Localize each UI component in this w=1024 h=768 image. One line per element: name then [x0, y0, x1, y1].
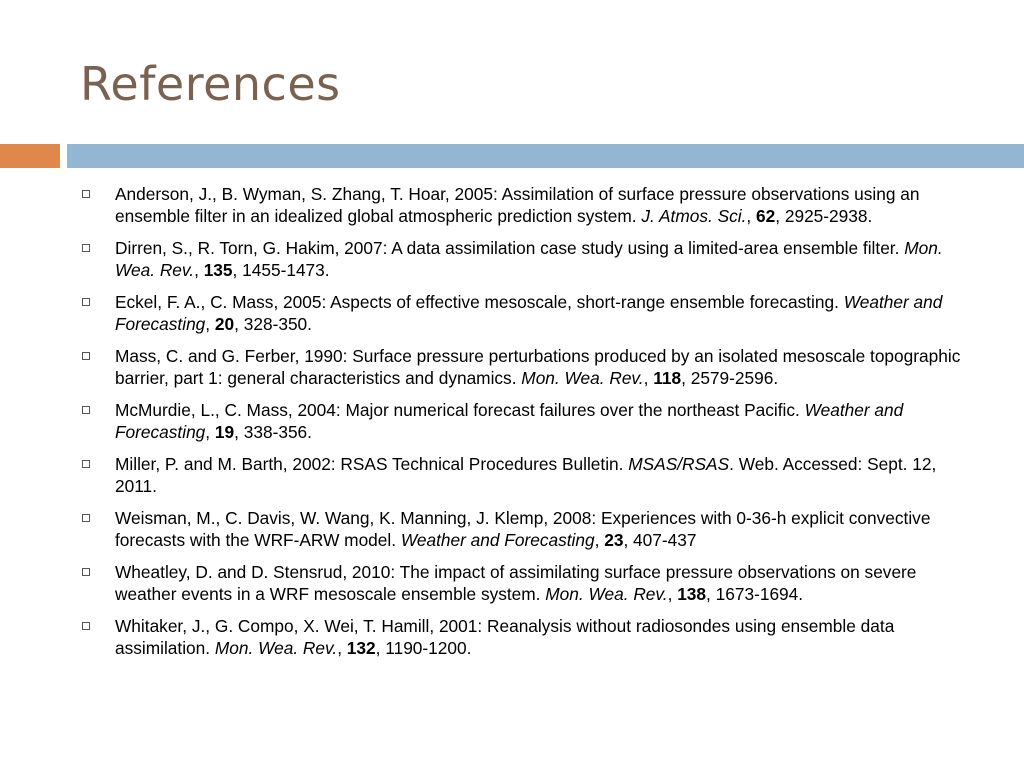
reference-pages: Web. Accessed: Sept. 12, 2011.	[115, 454, 937, 496]
reference-item	[80, 237, 980, 281]
reference-pages: 407-437	[633, 530, 697, 550]
reference-volume: 20	[214, 314, 235, 334]
reference-volume: 135	[203, 260, 233, 280]
reference-pages: 1673-1694.	[715, 584, 804, 604]
reference-pages: 2579-2596.	[690, 368, 779, 388]
reference-separator: ,	[375, 638, 386, 658]
slide-title: References	[80, 57, 341, 111]
reference-separator: ,	[706, 584, 716, 604]
square-bullet-icon	[82, 244, 90, 252]
reference-journal: Weather and Forecasting	[115, 292, 943, 334]
reference-separator: ,	[643, 368, 654, 388]
square-bullet-icon	[82, 406, 90, 414]
reference-journal: Weather and Forecasting	[115, 400, 904, 442]
accent-bar-orange	[0, 144, 60, 168]
reference-pages: 1190-1200.	[385, 638, 472, 658]
reference-separator: ,	[232, 260, 243, 280]
reference-volume: 138	[677, 584, 707, 604]
reference-pages: 1455-1473.	[242, 260, 330, 280]
reference-volume: 23	[604, 530, 624, 550]
reference-separator: ,	[681, 368, 691, 388]
reference-separator: ,	[623, 530, 634, 550]
reference-volume: 19	[214, 422, 235, 442]
reference-separator: ,	[205, 422, 215, 442]
reference-pages: 2925-2938.	[784, 206, 873, 226]
reference-item	[80, 291, 980, 335]
square-bullet-icon	[82, 514, 90, 522]
reference-separator: ,	[194, 260, 204, 280]
reference-item	[80, 561, 980, 605]
reference-volume: 118	[653, 368, 682, 388]
reference-journal: Mon. Wea. Rev.	[115, 238, 943, 280]
reference-text	[115, 454, 936, 496]
square-bullet-icon	[82, 460, 90, 468]
accent-bar-blue	[67, 144, 1024, 168]
reference-journal: Mon. Wea. Rev.	[214, 638, 338, 658]
reference-separator: ,	[775, 206, 785, 226]
reference-separator: ,	[205, 314, 215, 334]
references-list	[80, 183, 980, 669]
reference-journal: Weather and Forecasting	[400, 530, 595, 550]
reference-separator: ,	[234, 422, 244, 442]
reference-volume: 62	[756, 206, 776, 226]
reference-text	[115, 238, 943, 280]
reference-citation: Miller, P. and M. Barth, 2002: RSAS Technical Procedures Bulletin.	[115, 454, 629, 474]
reference-citation: Dirren, S., R. Torn, G. Hakim, 2007: A data assimilation case study using a limited-area ensemble filter.	[115, 238, 905, 258]
reference-item	[80, 507, 980, 551]
reference-journal: J. Atmos. Sci.	[641, 206, 747, 226]
reference-item	[80, 183, 980, 227]
reference-separator: ,	[667, 584, 678, 604]
square-bullet-icon	[82, 568, 90, 576]
square-bullet-icon	[82, 622, 90, 630]
reference-text	[115, 400, 903, 442]
reference-citation: Mass, C. and G. Ferber, 1990: Surface pressure perturbations produced by an isolated mesoscale topographic barrier, part 1: general characteristics and dynamics.	[115, 346, 961, 388]
reference-text	[115, 292, 942, 334]
reference-separator: ,	[234, 314, 244, 334]
reference-journal: Mon. Wea. Rev.	[521, 368, 644, 388]
reference-text	[115, 562, 916, 604]
reference-separator: ,	[746, 206, 756, 226]
reference-citation: McMurdie, L., C. Mass, 2004: Major numerical forecast failures over the northeast Pacific.	[115, 400, 805, 420]
square-bullet-icon	[82, 352, 90, 360]
reference-citation: Whitaker, J., G. Compo, X. Wei, T. Hamill, 2001: Reanalysis without radiosondes using ensemble data assimilation.	[115, 616, 895, 658]
reference-journal: Mon. Wea. Rev.	[545, 584, 668, 604]
reference-text	[115, 508, 930, 550]
reference-item	[80, 399, 980, 443]
reference-citation: Weisman, M., C. Davis, W. Wang, K. Manning, J. Klemp, 2008: Experiences with 0-36-h explicit convective forecasts with the WRF-ARW model.	[115, 508, 931, 550]
square-bullet-icon	[82, 298, 90, 306]
reference-item	[80, 345, 980, 389]
reference-journal: MSAS/RSAS	[628, 454, 730, 474]
reference-separator: .	[729, 454, 739, 474]
reference-separator: ,	[337, 638, 347, 658]
reference-text	[115, 346, 960, 388]
reference-citation: Eckel, F. A., C. Mass, 2005: Aspects of effective mesoscale, short-range ensemble forecasting.	[115, 292, 844, 312]
reference-citation: Anderson, J., B. Wyman, S. Zhang, T. Hoar, 2005: Assimilation of surface pressure observations using an ensemble filter in an idealized global atmospheric prediction system.	[115, 184, 920, 226]
reference-item	[80, 453, 980, 497]
reference-volume: 132	[346, 638, 376, 658]
reference-item	[80, 615, 980, 659]
reference-citation: Wheatley, D. and D. Stensrud, 2010: The impact of assimilating surface pressure observations on severe weather events in a WRF mesoscale ensemble system.	[115, 562, 917, 604]
square-bullet-icon	[82, 190, 90, 198]
reference-pages: 328-350.	[243, 314, 312, 334]
reference-pages: 338-356.	[243, 422, 312, 442]
reference-separator: ,	[594, 530, 605, 550]
reference-text	[115, 616, 894, 658]
reference-text	[115, 184, 919, 226]
